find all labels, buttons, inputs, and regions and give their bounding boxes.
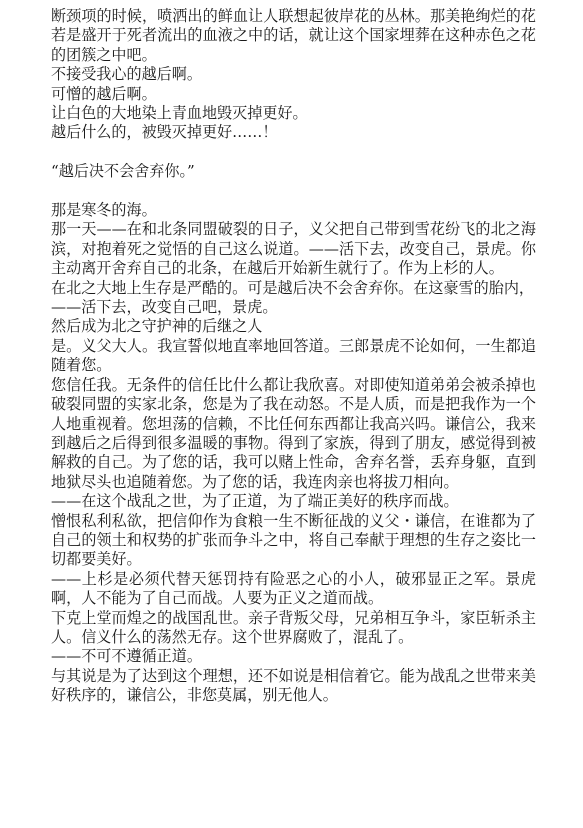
paragraph: 越后什么的，被毁灭掉更好……！ — [51, 123, 278, 142]
paragraph: 那一天——在和北条同盟破裂的日子，义父把自己带到雪花纷飞的北之海滨，对抱着死之觉悟的自己这么说道。——活下去，改变自己，景虎。你主动离开舍弃自己的北条，在越后开始新生就行了。作为上杉的人。 — [51, 220, 536, 278]
document-page — [51, 7, 536, 706]
paragraph: ——活下去，改变自己吧，景虎。 — [51, 298, 278, 317]
paragraph: 是。义父大人。我宣誓似地直率地回答道。三郎景虎不论如何，一生都追随着您。 — [51, 336, 536, 375]
paragraph: 下克上堂而煌之的战国乱世。亲子背叛父母，兄弟相互争斗，家臣斩杀主人。信义什么的荡然无存。这个世界腐败了，混乱了。 — [51, 608, 536, 646]
paragraph: 您信任我。无条件的信任比什么都让我欣喜。对即使知道弟弟会被杀掉也破裂同盟的实家北条，您是为了我在动怒。不是人质，而是把我作为一个人地重视着。您坦荡的信赖，不比任何东西都让我高兴吗。谦信公，我来到越后之后得到很多温暖的事物。得到了家族，得到了朋友，感觉得到被解救的自己。为了您的话，我可以赌上性命，舍弃名誉，丢弃身躯，直到地狱尽头也追随着您。为了您的话，我连肉亲也将拔刀相向。 — [51, 375, 536, 491]
blank-line — [51, 143, 536, 162]
blank-line — [51, 182, 536, 201]
paragraph: 与其说是为了达到这个理想，还不如说是相信着它。能为战乱之世带来美好秩序的，谦信公，非您莫属，别无他人。 — [51, 666, 536, 705]
paragraph: 可憎的越后啊。 — [51, 84, 157, 103]
paragraph: “越后决不会舍弃你。” — [51, 162, 195, 181]
paragraph: 然后成为北之守护神的后继之人 — [51, 317, 263, 336]
paragraph: 断颈项的时候，喷洒出的鲜血让人联想起彼岸花的丛林。那美艳绚烂的花若是盛开于死者流出的血液之中的话，就让这个国家埋葬在这种赤色之花的团簇之中吧。 — [51, 7, 536, 64]
paragraph: 在北之大地上生存是严酷的。可是越后决不会舍弃你。在这豪雪的胎内， — [51, 278, 535, 297]
paragraph: 憎恨私利私欲，把信仰作为食粮一生不断征战的义父・谦信，在谁都为了自己的领土和权势的扩张而争斗之中，将自己奉献于理想的生存之姿比一切都要美好。 — [51, 511, 536, 569]
paragraph: 那是寒冬的海。 — [51, 201, 157, 220]
paragraph: 不接受我心的越后啊。 — [51, 65, 202, 84]
paragraph: 让白色的大地染上青血地毁灭掉更好。 — [51, 104, 308, 123]
paragraph: ——在这个战乱之世，为了正道，为了端正美好的秩序而战。 — [51, 492, 459, 511]
paragraph: ——上杉是必须代替天惩罚持有险恶之心的小人，破邪显正之军。景虎啊，人不能为了自己而战。人要为正义之道而战。 — [51, 569, 536, 608]
paragraph: ——不可不遵循正道。 — [51, 647, 202, 666]
